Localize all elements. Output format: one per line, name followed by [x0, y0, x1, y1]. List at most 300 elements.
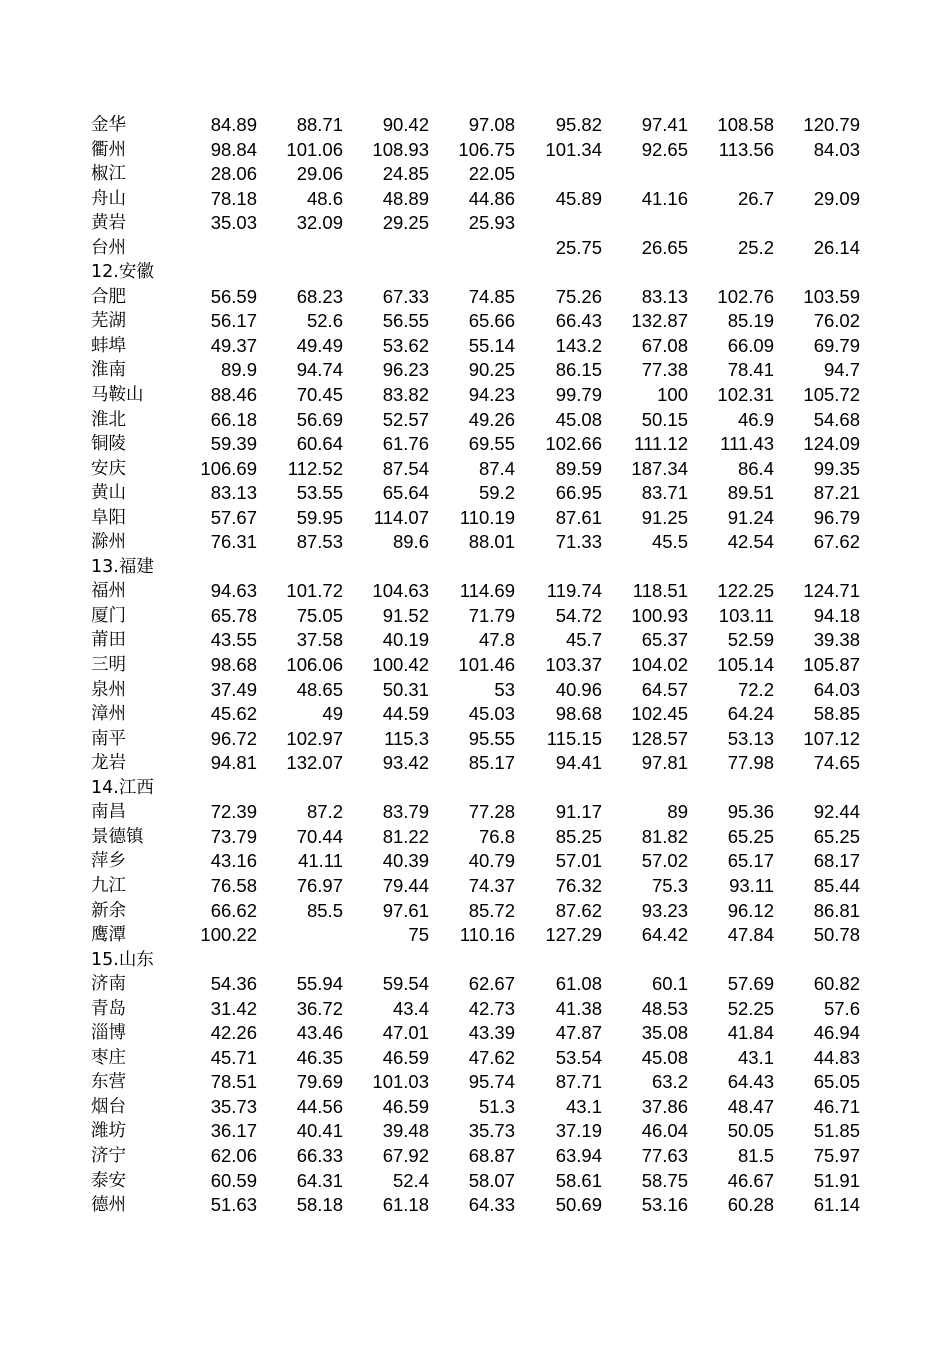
table-row: [0, 1021, 950, 1046]
value-cell: 46.94: [813, 1022, 860, 1044]
city-name: 黄山: [91, 483, 126, 504]
city-name: 枣庄: [91, 1047, 126, 1068]
value-cell: 67.33: [382, 285, 429, 307]
value-cell: 77.63: [641, 1144, 688, 1166]
value-cell: 87.71: [555, 1071, 602, 1093]
value-cell: 100: [657, 384, 688, 406]
value-cell: 81.5: [737, 1144, 774, 1166]
value-cell: 42.26: [210, 1022, 257, 1044]
value-cell: 25.93: [468, 212, 515, 234]
value-cell: 65.25: [727, 825, 774, 847]
value-cell: 96.12: [727, 899, 774, 921]
value-cell: 77.28: [468, 801, 515, 823]
value-cell: 83.71: [641, 482, 688, 504]
value-cell: 37.58: [296, 629, 343, 651]
value-cell: 96.72: [210, 727, 257, 749]
city-name: 泉州: [91, 679, 126, 700]
value-cell: 92.65: [641, 138, 688, 160]
value-cell: 40.19: [382, 629, 429, 651]
table-row: [0, 653, 950, 678]
city-name: 安庆: [91, 458, 126, 479]
value-cell: 26.14: [813, 236, 860, 258]
section-title: 14.江西: [91, 777, 154, 798]
city-name: 潍坊: [91, 1121, 126, 1142]
value-cell: 93.11: [729, 874, 774, 896]
value-cell: 94.63: [210, 580, 257, 602]
value-cell: 41.16: [641, 187, 688, 209]
value-cell: 22.05: [468, 163, 515, 185]
value-cell: 113.56: [718, 138, 774, 160]
value-cell: 108.58: [717, 114, 774, 135]
value-cell: 101.34: [545, 138, 602, 160]
table-row: [0, 923, 950, 948]
value-cell: 48.53: [641, 997, 688, 1019]
value-cell: 52.6: [306, 310, 343, 332]
value-cell: 75.97: [813, 1144, 860, 1166]
value-cell: 100.93: [631, 604, 688, 626]
value-cell: 40.39: [382, 850, 429, 872]
value-cell: 58.18: [296, 1194, 343, 1216]
value-cell: 89.6: [392, 531, 429, 553]
city-name: 马鞍山: [91, 385, 144, 406]
value-cell: 58.61: [555, 1169, 602, 1191]
value-cell: 93.23: [641, 899, 688, 921]
value-cell: 100.22: [200, 924, 257, 946]
value-cell: 90.42: [382, 114, 429, 135]
value-cell: 78.18: [210, 187, 257, 209]
city-name: 烟台: [91, 1096, 126, 1117]
section-header-row: [0, 555, 950, 580]
value-cell: 102.76: [717, 285, 774, 307]
value-cell: 114.69: [459, 580, 515, 602]
value-cell: 64.43: [727, 1071, 774, 1093]
city-name: 济宁: [91, 1145, 126, 1166]
value-cell: 37.86: [641, 1095, 688, 1117]
value-cell: 108.93: [372, 138, 429, 160]
value-cell: 101.46: [458, 654, 515, 676]
table-row: [0, 113, 950, 138]
value-cell: 40.41: [296, 1120, 343, 1142]
table-row: [0, 800, 950, 825]
value-cell: 60.28: [727, 1194, 774, 1216]
section-header-row: [0, 948, 950, 973]
value-cell: 47.87: [555, 1022, 602, 1044]
value-cell: 51.85: [813, 1120, 860, 1142]
table-row: [0, 138, 950, 163]
value-cell: 91.25: [641, 506, 688, 528]
value-cell: 46.9: [737, 408, 774, 430]
value-cell: 48.47: [727, 1095, 774, 1117]
value-cell: 67.62: [813, 531, 860, 553]
value-cell: 85.17: [468, 752, 515, 774]
table-row: [0, 874, 950, 899]
value-cell: 49.37: [210, 334, 257, 356]
value-cell: 32.09: [296, 212, 343, 234]
value-cell: 84.89: [210, 114, 257, 135]
value-cell: 100.42: [372, 654, 429, 676]
value-cell: 48.6: [306, 187, 343, 209]
value-cell: 87.53: [296, 531, 343, 553]
value-cell: 59.54: [382, 973, 429, 995]
city-name: 合肥: [91, 286, 126, 307]
city-name: 舟山: [91, 188, 126, 209]
value-cell: 71.33: [555, 531, 602, 553]
value-cell: 29.25: [382, 212, 429, 234]
value-cell: 75.05: [296, 604, 343, 626]
city-name: 蚌埠: [91, 335, 126, 356]
table-row: [0, 1119, 950, 1144]
city-name: 泰安: [91, 1170, 126, 1191]
value-cell: 37.19: [555, 1120, 602, 1142]
table-row: [0, 604, 950, 629]
value-cell: 88.71: [296, 114, 343, 135]
value-cell: 103.59: [803, 285, 860, 307]
value-cell: 43.1: [737, 1046, 774, 1068]
value-cell: 64.42: [641, 924, 688, 946]
value-cell: 52.57: [382, 408, 429, 430]
value-cell: 43.4: [392, 997, 429, 1019]
value-cell: 101.06: [286, 138, 343, 160]
value-cell: 43.16: [210, 850, 257, 872]
city-name: 漳州: [91, 704, 126, 725]
table-row: [0, 899, 950, 924]
value-cell: 31.42: [210, 997, 257, 1019]
table-row: [0, 187, 950, 212]
value-cell: 91.17: [555, 801, 602, 823]
value-cell: 47.62: [468, 1046, 515, 1068]
table-row: [0, 1193, 950, 1218]
value-cell: 86.81: [813, 899, 860, 921]
city-name: 阜阳: [91, 507, 126, 528]
city-name: 德州: [91, 1195, 126, 1216]
city-name: 椒江: [91, 164, 126, 185]
value-cell: 114.07: [373, 506, 429, 528]
value-cell: 46.59: [382, 1046, 429, 1068]
table-row: [0, 236, 950, 261]
value-cell: 76.58: [210, 874, 257, 896]
value-cell: 87.54: [382, 457, 429, 479]
value-cell: 65.05: [813, 1071, 860, 1093]
table-row: [0, 1144, 950, 1169]
city-name: 厦门: [91, 605, 126, 626]
value-cell: 42.73: [468, 997, 515, 1019]
value-cell: 111.43: [720, 433, 774, 455]
value-cell: 58.75: [641, 1169, 688, 1191]
value-cell: 122.25: [717, 580, 774, 602]
value-cell: 50.31: [382, 678, 429, 700]
value-cell: 45.89: [555, 187, 602, 209]
value-cell: 43.39: [468, 1022, 515, 1044]
value-cell: 88.46: [210, 384, 257, 406]
value-cell: 45.08: [641, 1046, 688, 1068]
value-cell: 41.84: [727, 1022, 774, 1044]
table-row: [0, 997, 950, 1022]
value-cell: 97.81: [641, 752, 688, 774]
value-cell: 44.83: [813, 1046, 860, 1068]
value-cell: 79.69: [296, 1071, 343, 1093]
value-cell: 88.01: [468, 531, 515, 553]
city-name: 青岛: [91, 998, 126, 1019]
value-cell: 118.51: [632, 580, 688, 602]
value-cell: 52.25: [727, 997, 774, 1019]
value-cell: 63.94: [555, 1144, 602, 1166]
value-cell: 64.24: [727, 703, 774, 725]
value-cell: 61.08: [555, 973, 602, 995]
value-cell: 89.9: [220, 359, 257, 381]
value-cell: 26.65: [641, 236, 688, 258]
value-cell: 94.18: [813, 604, 860, 626]
value-cell: 78.51: [210, 1071, 257, 1093]
value-cell: 79.44: [382, 874, 429, 896]
value-cell: 83.13: [210, 482, 257, 504]
value-cell: 46.59: [382, 1095, 429, 1117]
value-cell: 67.08: [641, 334, 688, 356]
city-name: 南平: [91, 728, 126, 749]
value-cell: 49.49: [296, 334, 343, 356]
table-row: [0, 309, 950, 334]
value-cell: 74.65: [813, 752, 860, 774]
value-cell: 62.67: [468, 973, 515, 995]
value-cell: 25.2: [737, 236, 774, 258]
value-cell: 98.84: [210, 138, 257, 160]
value-cell: 81.22: [382, 825, 429, 847]
value-cell: 89.59: [555, 457, 602, 479]
section-header-row: [0, 776, 950, 801]
table-row: [0, 432, 950, 457]
value-cell: 45.03: [468, 703, 515, 725]
value-cell: 97.41: [641, 114, 688, 135]
value-cell: 66.09: [727, 334, 774, 356]
table-row: [0, 457, 950, 482]
city-name: 济南: [91, 974, 126, 995]
value-cell: 57.01: [555, 850, 602, 872]
value-cell: 57.6: [823, 997, 860, 1019]
value-cell: 75.26: [555, 285, 602, 307]
value-cell: 75: [408, 924, 429, 946]
value-cell: 68.87: [468, 1144, 515, 1166]
value-cell: 51.3: [478, 1095, 515, 1117]
value-cell: 94.74: [296, 359, 343, 381]
table-row: [0, 481, 950, 506]
table-row: [0, 530, 950, 555]
value-cell: 50.15: [641, 408, 688, 430]
value-cell: 83.13: [641, 285, 688, 307]
value-cell: 28.06: [210, 163, 257, 185]
table-row: [0, 285, 950, 310]
value-cell: 90.25: [468, 359, 515, 381]
value-cell: 56.59: [210, 285, 257, 307]
value-cell: 112.52: [287, 457, 343, 479]
city-name: 淮南: [91, 360, 126, 381]
value-cell: 55.14: [468, 334, 515, 356]
value-cell: 76.32: [555, 874, 602, 896]
value-cell: 53.16: [641, 1194, 688, 1216]
value-cell: 127.29: [545, 924, 602, 946]
city-name: 铜陵: [91, 434, 126, 455]
value-cell: 35.73: [468, 1120, 515, 1142]
value-cell: 68.23: [296, 285, 343, 307]
value-cell: 56.55: [382, 310, 429, 332]
value-cell: 57.69: [727, 973, 774, 995]
value-cell: 51.91: [813, 1169, 860, 1191]
value-cell: 106.75: [458, 138, 515, 160]
value-cell: 35.08: [641, 1022, 688, 1044]
value-cell: 35.03: [210, 212, 257, 234]
table-row: [0, 358, 950, 383]
value-cell: 54.68: [813, 408, 860, 430]
value-cell: 54.72: [555, 604, 602, 626]
value-cell: 74.37: [468, 874, 515, 896]
value-cell: 58.07: [468, 1169, 515, 1191]
value-cell: 86.4: [737, 457, 774, 479]
value-cell: 47.01: [382, 1022, 429, 1044]
value-cell: 97.61: [382, 899, 429, 921]
value-cell: 24.85: [382, 163, 429, 185]
value-cell: 46.67: [727, 1169, 774, 1191]
city-name: 新余: [91, 900, 126, 921]
city-name: 三明: [91, 655, 126, 676]
value-cell: 26.7: [737, 187, 774, 209]
value-cell: 73.79: [210, 825, 257, 847]
value-cell: 43.46: [296, 1022, 343, 1044]
value-cell: 63.2: [651, 1071, 688, 1093]
value-cell: 42.54: [727, 531, 774, 553]
value-cell: 106.06: [286, 654, 343, 676]
table-row: [0, 727, 950, 752]
value-cell: 59.95: [296, 506, 343, 528]
value-cell: 54.36: [210, 973, 257, 995]
value-cell: 102.45: [631, 703, 688, 725]
value-cell: 59.2: [478, 482, 515, 504]
city-name: 莆田: [91, 630, 126, 651]
value-cell: 47.8: [478, 629, 515, 651]
table-row: [0, 678, 950, 703]
city-name: 台州: [91, 237, 126, 258]
city-name: 黄岩: [91, 213, 126, 234]
value-cell: 76.02: [813, 310, 860, 332]
value-cell: 87.21: [813, 482, 860, 504]
value-cell: 50.78: [813, 924, 860, 946]
value-cell: 66.95: [555, 482, 602, 504]
table-row: [0, 702, 950, 727]
value-cell: 58.85: [813, 703, 860, 725]
value-cell: 85.72: [468, 899, 515, 921]
value-cell: 98.68: [555, 703, 602, 725]
value-cell: 56.69: [296, 408, 343, 430]
value-cell: 48.89: [382, 187, 429, 209]
value-cell: 69.79: [813, 334, 860, 356]
value-cell: 119.74: [546, 580, 602, 602]
value-cell: 132.07: [286, 752, 343, 774]
value-cell: 44.86: [468, 187, 515, 209]
value-cell: 89: [667, 801, 688, 823]
value-cell: 49: [322, 703, 343, 725]
value-cell: 35.73: [210, 1095, 257, 1117]
value-cell: 61.18: [382, 1194, 429, 1216]
city-name: 龙岩: [91, 753, 126, 774]
value-cell: 39.38: [813, 629, 860, 651]
city-name: 景德镇: [91, 826, 144, 847]
value-cell: 84.03: [813, 138, 860, 160]
value-cell: 65.17: [727, 850, 774, 872]
value-cell: 94.41: [555, 752, 602, 774]
value-cell: 51.63: [210, 1194, 257, 1216]
table-row: [0, 383, 950, 408]
table-row: [0, 1070, 950, 1095]
value-cell: 94.7: [823, 359, 860, 381]
value-cell: 41.38: [555, 997, 602, 1019]
value-cell: 143.2: [555, 334, 602, 356]
value-cell: 83.79: [382, 801, 429, 823]
value-cell: 45.08: [555, 408, 602, 430]
value-cell: 43.1: [565, 1095, 602, 1117]
value-cell: 72.39: [210, 801, 257, 823]
value-cell: 87.2: [306, 801, 343, 823]
value-cell: 102.66: [545, 433, 602, 455]
value-cell: 110.19: [459, 506, 515, 528]
value-cell: 62.06: [210, 1144, 257, 1166]
value-cell: 55.94: [296, 973, 343, 995]
value-cell: 60.82: [813, 973, 860, 995]
value-cell: 57.67: [210, 506, 257, 528]
value-cell: 41.11: [298, 850, 343, 872]
value-cell: 29.06: [296, 163, 343, 185]
value-cell: 107.12: [803, 727, 860, 749]
value-cell: 85.25: [555, 825, 602, 847]
value-cell: 99.35: [813, 457, 860, 479]
section-title: 12.安徽: [91, 262, 154, 283]
table-row: [0, 825, 950, 850]
value-cell: 66.33: [296, 1144, 343, 1166]
value-cell: 45.7: [565, 629, 602, 651]
value-cell: 96.23: [382, 359, 429, 381]
value-cell: 115.15: [546, 727, 602, 749]
value-cell: 66.43: [555, 310, 602, 332]
value-cell: 103.11: [718, 604, 774, 626]
value-cell: 40.79: [468, 850, 515, 872]
value-cell: 68.17: [813, 850, 860, 872]
city-name: 金华: [91, 115, 126, 135]
value-cell: 95.74: [468, 1071, 515, 1093]
value-cell: 75.3: [651, 874, 688, 896]
table-row: [0, 751, 950, 776]
value-cell: 89.51: [727, 482, 774, 504]
value-cell: 93.42: [382, 752, 429, 774]
value-cell: 94.23: [468, 384, 515, 406]
value-cell: 104.63: [372, 580, 429, 602]
value-cell: 187.34: [631, 457, 688, 479]
value-cell: 120.79: [803, 114, 860, 135]
value-cell: 101.72: [286, 580, 343, 602]
value-cell: 40.96: [555, 678, 602, 700]
value-cell: 49.26: [468, 408, 515, 430]
table-row: [0, 579, 950, 604]
value-cell: 71.79: [468, 604, 515, 626]
value-cell: 103.37: [545, 654, 602, 676]
value-cell: 66.62: [210, 899, 257, 921]
table-row: [0, 849, 950, 874]
value-cell: 46.04: [641, 1120, 688, 1142]
value-cell: 57.02: [641, 850, 688, 872]
value-cell: 48.65: [296, 678, 343, 700]
value-cell: 64.33: [468, 1194, 515, 1216]
city-name: 萍乡: [91, 851, 126, 872]
value-cell: 61.14: [813, 1194, 860, 1216]
value-cell: 65.64: [382, 482, 429, 504]
value-cell: 67.92: [382, 1144, 429, 1166]
value-cell: 87.62: [555, 899, 602, 921]
value-cell: 25.75: [555, 236, 602, 258]
